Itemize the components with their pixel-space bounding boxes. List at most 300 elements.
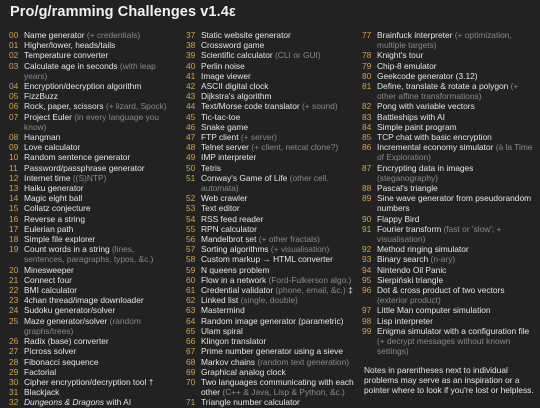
challenge-title: Image viewer — [201, 70, 251, 81]
challenge-title: Text editor — [201, 203, 240, 214]
challenge-title: Sierpiński triangle — [377, 274, 444, 285]
challenge-item — [186, 357, 360, 367]
challenge-item — [362, 132, 534, 142]
challenge-title: Higher/lower, heads/tails — [24, 40, 116, 51]
challenge-item — [9, 305, 174, 315]
challenge-text — [377, 81, 534, 101]
challenge-item — [362, 214, 534, 224]
challenge-text — [201, 336, 360, 346]
challenge-item — [9, 357, 174, 367]
challenge-text — [24, 91, 174, 101]
footnote-mark: † — [148, 376, 154, 387]
challenge-hint: (lines, sentences, paragraphs, typos, &c.) — [24, 244, 154, 265]
challenge-title: RSS feed reader — [201, 213, 264, 224]
challenge-text — [377, 163, 534, 183]
column-3 — [362, 30, 534, 395]
challenge-number: 69 — [186, 366, 196, 377]
challenge-item — [186, 275, 360, 285]
challenge-text — [201, 305, 360, 315]
column-2 — [186, 30, 360, 408]
challenge-item — [362, 163, 534, 183]
challenge-item — [9, 163, 174, 173]
challenge-item — [362, 275, 534, 285]
challenge-number: 08 — [9, 132, 19, 143]
challenge-item — [186, 346, 360, 356]
footnote-mark: ‡ — [348, 285, 353, 296]
challenge-hint: (+ other affine transformations) — [377, 81, 519, 102]
challenge-title: Graphical analog clock — [201, 366, 286, 377]
challenge-item — [186, 244, 360, 254]
challenge-item — [186, 30, 360, 40]
challenge-text — [377, 224, 534, 244]
challenge-number: 54 — [186, 213, 196, 224]
challenge-hint: (exterior product) — [377, 295, 441, 306]
challenge-number: 28 — [9, 356, 19, 367]
challenge-item — [186, 285, 360, 295]
challenge-item — [9, 397, 174, 407]
challenge-text — [24, 112, 174, 132]
challenge-number: 80 — [362, 70, 372, 81]
challenge-item — [9, 336, 174, 346]
challenge-hint: (random graphs/trees) — [24, 315, 141, 336]
challenge-title: Klingon translator — [201, 336, 267, 347]
challenge-hint: (+ sound) — [302, 101, 338, 112]
challenge-text — [201, 397, 360, 407]
challenge-text — [201, 30, 360, 40]
challenge-number: 88 — [362, 183, 372, 194]
challenge-number: 62 — [186, 295, 196, 306]
challenge-title: BMI calculator — [24, 285, 78, 296]
challenge-number: 52 — [186, 193, 196, 204]
challenge-title: Sudoku generator/solver — [24, 305, 116, 316]
challenge-title: Rock, paper, scissors — [24, 101, 104, 112]
challenge-number: 31 — [9, 387, 19, 398]
challenge-item — [9, 30, 174, 40]
challenge-text — [377, 50, 534, 60]
challenge-text — [377, 142, 534, 162]
challenge-item — [186, 214, 360, 224]
challenge-title: Simple file explorer — [24, 234, 96, 245]
challenge-number: 57 — [186, 244, 196, 255]
challenge-title: Tetris — [201, 162, 222, 173]
challenge-hint: (+ credentials) — [86, 30, 141, 40]
challenge-text — [201, 285, 360, 295]
challenge-item — [186, 305, 360, 315]
challenge-hint: (Ford-Fulkerson algo.) — [268, 274, 352, 285]
challenge-number: 21 — [9, 274, 19, 285]
challenge-item — [362, 71, 534, 81]
challenge-text — [24, 397, 174, 407]
challenge-title: FizzBuzz — [24, 91, 58, 102]
challenge-title: Random image generator (parametric) — [201, 315, 344, 326]
challenge-hint: (+ lizard, Spock) — [105, 101, 167, 112]
challenge-text — [201, 173, 360, 193]
challenge-hint: (n-ary) — [430, 254, 456, 265]
challenge-item — [9, 152, 174, 162]
challenge-title: Random sentence generator — [24, 152, 131, 163]
challenge-item — [186, 234, 360, 244]
challenge-number: 53 — [186, 203, 196, 214]
footnote-paragraph: Notes in parentheses next to individual problems may serve as an inspiration or a pointer where to look if you're lost or helpless. — [364, 364, 534, 395]
challenge-item — [186, 316, 360, 326]
challenge-number: 17 — [9, 223, 19, 234]
challenge-title: Chip-8 emulator — [377, 60, 437, 71]
challenge-item — [186, 224, 360, 234]
challenge-title: Blackjack — [24, 387, 60, 398]
challenge-item — [186, 132, 360, 142]
challenge-item — [186, 295, 360, 305]
challenge-text — [377, 183, 534, 193]
challenge-text — [201, 61, 360, 71]
challenge-title: Hangman — [24, 132, 61, 143]
challenge-item — [9, 265, 174, 275]
challenge-text — [201, 367, 360, 377]
challenge-text — [24, 142, 174, 152]
challenge-title: Lisp interpreter — [377, 315, 433, 326]
challenge-text — [201, 214, 360, 224]
challenge-number: 42 — [186, 81, 196, 92]
challenge-item — [186, 377, 360, 397]
challenge-text — [24, 265, 174, 275]
challenge-number: 43 — [186, 91, 196, 102]
challenge-number: 55 — [186, 223, 196, 234]
challenge-item — [9, 214, 174, 224]
challenge-number: 91 — [362, 223, 372, 234]
challenge-number: 79 — [362, 60, 372, 71]
challenge-item — [362, 316, 534, 326]
challenge-number: 11 — [9, 162, 18, 173]
challenge-item — [186, 254, 360, 264]
challenge-text — [201, 81, 360, 91]
challenge-title: Dot & cross product of two vectors — [377, 285, 505, 296]
challenge-title: IMP interpreter — [201, 152, 257, 163]
challenge-number: 92 — [362, 244, 372, 255]
challenge-title: Temperature converter — [24, 50, 109, 61]
challenge-text — [201, 377, 360, 397]
challenge-number: 56 — [186, 234, 196, 245]
challenge-item — [186, 112, 360, 122]
challenge-title: Battleships with AI — [377, 111, 445, 122]
challenge-hint: (single, double) — [240, 295, 298, 306]
challenge-item — [9, 275, 174, 285]
challenge-title: Encrypting data in images — [377, 162, 474, 173]
challenge-text — [377, 326, 534, 357]
challenge-hint: (+ other fractals) — [258, 234, 320, 245]
challenge-text — [377, 61, 534, 71]
challenge-text — [201, 152, 360, 162]
challenge-text — [201, 265, 360, 275]
challenge-item — [9, 367, 174, 377]
challenge-title: Eulerian path — [24, 223, 74, 234]
challenge-number: 24 — [9, 305, 19, 316]
challenge-text — [377, 275, 534, 285]
challenge-hint: (+ server) — [240, 132, 277, 143]
challenge-text — [201, 244, 360, 254]
challenge-number: 82 — [362, 101, 372, 112]
challenge-number: 61 — [186, 285, 196, 296]
challenge-title: N queens problem — [201, 264, 270, 275]
challenge-item — [186, 50, 360, 60]
challenge-item — [9, 142, 174, 152]
challenge-number: 39 — [186, 50, 196, 61]
challenge-number: 47 — [186, 132, 196, 143]
challenge-title: Haiku generator — [24, 183, 84, 194]
challenge-number: 22 — [9, 285, 19, 296]
challenge-title: Name generator — [24, 30, 85, 40]
challenge-item — [9, 387, 174, 397]
challenge-text — [24, 305, 174, 315]
challenge-title: Reverse a string — [24, 213, 85, 224]
challenge-item — [186, 173, 360, 193]
challenge-item — [186, 142, 360, 152]
challenge-number: 13 — [9, 183, 19, 194]
challenge-number: 87 — [362, 162, 372, 173]
challenge-number: 14 — [9, 193, 19, 204]
challenge-title: Ulam spiral — [201, 325, 243, 336]
challenge-text — [24, 336, 174, 346]
challenge-text — [201, 132, 360, 142]
challenge-text — [377, 122, 534, 132]
challenge-title: Credential validator — [201, 285, 274, 296]
challenge-title: Password/passphrase generator — [24, 162, 145, 173]
challenge-title: Picross solver — [24, 346, 77, 357]
challenge-item — [362, 265, 534, 275]
challenge-number: 65 — [186, 325, 196, 336]
challenge-item — [362, 224, 534, 244]
challenge-text — [201, 142, 360, 152]
challenge-number: 78 — [362, 50, 372, 61]
challenge-number: 50 — [186, 162, 196, 173]
challenge-item — [186, 367, 360, 377]
challenge-item — [186, 71, 360, 81]
challenge-hint: (in every language you know) — [24, 111, 160, 132]
challenge-item — [186, 81, 360, 91]
challenge-title: Static website generator — [201, 30, 291, 40]
challenge-number: 84 — [362, 121, 372, 132]
challenge-text — [377, 254, 534, 264]
challenge-title: Calculate age in seconds — [24, 60, 118, 71]
challenge-text — [201, 316, 360, 326]
challenge-number: 00 — [9, 30, 19, 40]
challenge-number: 77 — [362, 30, 372, 40]
challenge-item — [9, 183, 174, 193]
challenge-number: 15 — [9, 203, 19, 214]
challenge-number: 71 — [186, 397, 196, 408]
challenge-number: 48 — [186, 142, 196, 153]
challenge-text — [24, 101, 174, 111]
challenge-item — [362, 142, 534, 162]
challenge-item — [9, 91, 174, 101]
challenge-item — [186, 193, 360, 203]
challenge-text — [377, 30, 534, 50]
challenge-text — [201, 193, 360, 203]
challenge-text — [24, 367, 174, 377]
challenge-text — [377, 244, 534, 254]
challenge-text — [24, 183, 174, 193]
challenge-item — [186, 163, 360, 173]
challenge-title: TCP chat with basic encryption — [377, 132, 492, 143]
challenge-text — [201, 101, 360, 111]
challenge-title: Tic-tac-toe — [201, 111, 241, 122]
challenge-title: Web crawler — [201, 193, 248, 204]
challenge-item — [186, 203, 360, 213]
challenge-title: Minesweeper — [24, 264, 74, 275]
challenge-text — [24, 234, 174, 244]
challenge-title: Sorting algorithms — [201, 244, 269, 255]
challenge-item — [186, 265, 360, 275]
challenge-title: Markov chains — [201, 356, 255, 367]
challenge-title: Dungeons & Dragons — [24, 397, 105, 408]
challenge-hint: (à la Time of Exploration) — [377, 142, 533, 163]
challenge-item — [362, 30, 534, 50]
challenge-text — [201, 122, 360, 132]
challenge-title: Conway's Game of Life — [201, 172, 288, 183]
challenge-number: 30 — [9, 376, 19, 387]
challenge-number: 83 — [362, 111, 372, 122]
challenge-item — [362, 183, 534, 193]
challenge-item — [186, 91, 360, 101]
challenge-item — [362, 61, 534, 71]
challenge-number: 40 — [186, 60, 196, 71]
challenge-number: 05 — [9, 91, 19, 102]
challenge-title: Magic eight ball — [24, 193, 83, 204]
challenge-number: 96 — [362, 285, 372, 296]
challenge-text — [377, 193, 534, 213]
challenge-hint: (random text generation) — [257, 356, 350, 367]
challenge-number: 68 — [186, 356, 196, 367]
challenge-number: 25 — [9, 315, 19, 326]
challenge-title: Custom markup → HTML converter — [201, 254, 333, 265]
challenge-number: 90 — [362, 213, 372, 224]
challenge-title: Factorial — [24, 366, 57, 377]
challenge-number: 16 — [9, 213, 19, 224]
challenge-text — [24, 132, 174, 142]
challenge-item — [186, 336, 360, 346]
challenge-text — [24, 193, 174, 203]
challenge-title: Binary search — [377, 254, 429, 265]
challenge-item — [362, 193, 534, 213]
challenge-number: 46 — [186, 121, 196, 132]
challenge-number: 37 — [186, 30, 196, 40]
challenge-item — [362, 81, 534, 101]
challenge-item — [186, 397, 360, 407]
challenge-text — [24, 30, 174, 40]
challenge-title: Count words in a string — [24, 244, 110, 255]
challenge-hint: (+ decrypt messages without known settings) — [377, 336, 511, 357]
challenge-item — [9, 81, 174, 91]
challenge-title: Flow in a network — [201, 274, 267, 285]
challenge-item — [186, 326, 360, 336]
challenge-text — [24, 244, 174, 264]
challenge-text — [24, 50, 174, 60]
challenge-number: 41 — [186, 70, 196, 81]
challenge-text — [377, 316, 534, 326]
challenge-title: ASCII digital clock — [201, 81, 269, 92]
challenge-title: Encryption/decryption algorithm — [24, 81, 142, 92]
challenge-number: 66 — [186, 336, 196, 347]
challenge-number: 18 — [9, 234, 19, 245]
challenge-text — [201, 71, 360, 81]
challenge-title: Method ringing simulator — [377, 244, 469, 255]
challenge-hint: (with leap years) — [24, 60, 156, 81]
challenge-number: 64 — [186, 315, 196, 326]
challenge-hint: (CLI or GUI) — [275, 50, 321, 61]
challenge-number: 27 — [9, 346, 19, 357]
challenge-number: 67 — [186, 346, 196, 357]
challenge-text — [201, 163, 360, 173]
challenge-number: 97 — [362, 305, 372, 316]
challenge-title: Mandelbrot set — [201, 234, 257, 245]
challenge-number: 93 — [362, 254, 372, 265]
challenge-text — [24, 61, 174, 81]
challenge-item — [362, 305, 534, 315]
challenge-number: 02 — [9, 50, 19, 61]
challenge-number: 59 — [186, 264, 196, 275]
challenge-item — [9, 193, 174, 203]
challenge-title: Enigma simulator with a configuration file — [377, 325, 530, 336]
challenge-text — [201, 91, 360, 101]
challenge-text — [377, 71, 534, 81]
challenge-title: Collatz conjecture — [24, 203, 91, 214]
challenge-item — [186, 101, 360, 111]
challenge-item — [9, 173, 174, 183]
challenge-title: Connect four — [24, 274, 72, 285]
challenge-item — [362, 254, 534, 264]
challenge-item — [186, 40, 360, 50]
challenge-number: 85 — [362, 132, 372, 143]
challenge-hint: (steganography) — [377, 172, 438, 183]
challenge-title: Text/Morse code translator — [201, 101, 300, 112]
challenge-title: Cipher encryption/decryption tool — [24, 376, 147, 387]
challenge-item — [186, 152, 360, 162]
challenge-number: 89 — [362, 193, 372, 204]
challenge-text — [377, 132, 534, 142]
challenge-text — [24, 316, 174, 336]
challenge-title: Sine wave generator from pseudorandom numbers — [377, 193, 532, 214]
challenge-text — [24, 214, 174, 224]
challenge-title: Telnet server — [201, 142, 249, 153]
challenge-number: 32 — [9, 397, 19, 408]
challenge-title: Geekcode generator (3.12) — [377, 70, 478, 81]
challenge-item — [9, 295, 174, 305]
challenge-text — [24, 377, 174, 387]
challenge-title: Dijkstra's algorithm — [201, 91, 272, 102]
challenge-item — [362, 101, 534, 111]
challenge-text — [377, 112, 534, 122]
challenge-text — [24, 224, 174, 234]
challenge-item — [9, 132, 174, 142]
challenge-number: 63 — [186, 305, 196, 316]
challenge-number: 44 — [186, 101, 196, 112]
challenge-text — [201, 346, 360, 356]
challenge-text — [201, 40, 360, 50]
challenge-hint: (+ optimization, multiple targets) — [377, 30, 512, 51]
challenge-hint: (+ client, netcat clone?) — [251, 142, 339, 153]
challenge-text — [377, 305, 534, 315]
challenge-title: Pascal's triangle — [377, 183, 438, 194]
challenge-number: 98 — [362, 315, 372, 326]
challenge-item — [186, 61, 360, 71]
challenge-number: 07 — [9, 111, 19, 122]
challenge-number: 45 — [186, 111, 196, 122]
challenge-title: 4chan thread/image downloader — [24, 295, 144, 306]
challenge-title: Nintendo Oil Panic — [377, 264, 447, 275]
challenge-text — [201, 357, 360, 367]
challenge-text — [201, 275, 360, 285]
challenge-text — [201, 326, 360, 336]
challenge-text — [201, 234, 360, 244]
challenge-title: FTP client — [201, 132, 239, 143]
